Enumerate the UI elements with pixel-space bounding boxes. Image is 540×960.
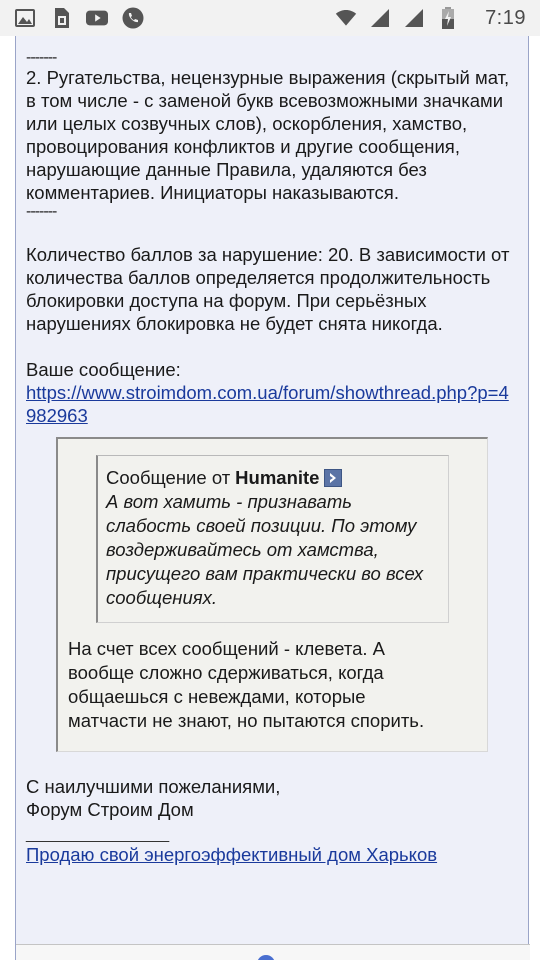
phone-icon: [122, 7, 144, 29]
quote-prefix: Сообщение от: [106, 467, 231, 488]
private-message-body: [15, 36, 529, 960]
bottom-toolbar: [16, 944, 530, 960]
reply-text: На счет всех сообщений - клевета. А вообще сложно сдерживаться, когда общаешься с невеждами, которые матчасти не знают, но пытаются спорить.: [68, 638, 425, 731]
your-message-label: Ваше сообщение:: [26, 359, 181, 380]
rule-text: 2. Ругательства, нецензурные выражения (скрытый мат, в том числе - с заменой букв всевозможными значками или целых созвучных слов), оскорбления, хамство, провоцирования конфликтов и другие сообщения, нарушающие данные Правила, удаляются без комментариев. Инициаторы наказываются.: [26, 67, 510, 203]
youtube-icon: [86, 7, 108, 29]
signal-icon: [369, 7, 391, 29]
signal-icon: [403, 7, 425, 29]
closing-greeting: С наилучшими пожеланиями,: [26, 776, 281, 797]
view-post-arrow-icon[interactable]: [324, 469, 342, 487]
message-link[interactable]: https://www.stroimdom.com.ua/forum/showthread.php?p=4982963: [26, 382, 509, 426]
quote-header: [106, 466, 438, 490]
sim-card-icon: [50, 7, 72, 29]
separator-dashes: -------: [26, 49, 57, 66]
battery-charging-icon: [437, 7, 459, 29]
penalty-text: Количество баллов за нарушение: 20. В зависимости от количества баллов определяется продолжительность блокировки доступа на форум. При серьёзных нарушениях блокировка не будет снята никогда.: [26, 244, 510, 334]
status-clock: 7:19: [485, 6, 526, 29]
nested-quote: [96, 455, 449, 623]
signature-link[interactable]: Продаю свой энергоэффективный дом Харьков: [26, 844, 438, 865]
gallery-icon: [14, 7, 36, 29]
action-button-icon[interactable]: [257, 955, 275, 960]
forum-page: [0, 36, 540, 960]
quote-author: Humanite: [235, 467, 320, 488]
quoted-message-block: [56, 437, 488, 752]
status-bar: [0, 0, 540, 36]
closing-forum-name: Форум Строим Дом: [26, 799, 194, 820]
quote-text: А вот хамить - признавать слабость своей позиции. По этому воздерживайтесь от хамства, присущего вам практически во всех сообщениях.: [106, 491, 424, 608]
wifi-icon: [335, 7, 357, 29]
signature-separator: __________________: [26, 826, 169, 843]
separator-dashes: -------: [26, 203, 57, 220]
